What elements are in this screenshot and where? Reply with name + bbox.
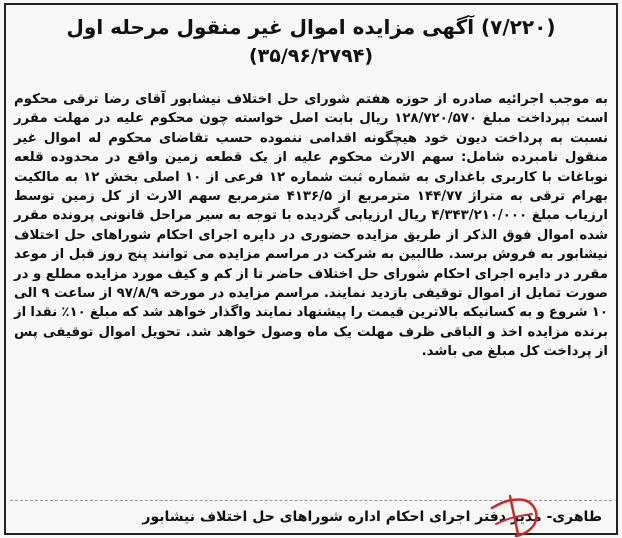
notice-reference-number: (۳۵/۹۶/۲۷۹۴) xyxy=(248,45,374,67)
notice-body: به موجب اجرائیه صادره از حوزه هفتم شورای حل اختلاف نیشابور آقای رضا ترقی محکوم است بپرداخت مبلغ ۱۲۸/۷۲۰/۵۷۰ ریال بابت اصل خواسته چون محکوم علیه در مهلت مقرر نسبت به پرداخت دیون خود هیچگونه اقدامی ننموده حسب تقاضای محکوم له اموال غیر منقول نامبرده شامل: سهم الارث محکوم علیه از یک قطعه زمین واقع در محدوده قلعه نوباغات با کاربری باغداری به شماره ثبت شماره ۱۲ فرعی از ۱۰ اصلی بخش ۱۲ به مالکیت بهرام ترقی به متراژ ۱۴۴/۷۷ مترمربع از ۴۱۳۶/۵ مترمربع سهم الارث از کل زمین توسط ارزیاب مبلغ ۴/۳۴۳/۲۱۰/۰۰۰ ریال ارزیابی گردیده با توجه به سیر مراحل قانونی پرونده مقرر شده اموال فوق الذکر از طریق مزایده حضوری در دایره اجرای احکام شوراهای حل اختلاف نیشابور به فروش برسد. طالبین به شرکت در مراسم مزایده می توانند پنج روز قبل از موعد مقرر در دایره اجرای احکام شورای حل اختلاف حاضر تا از کم و کیف مورد مزایده مطلع و در صورت تمایل از اموال توقیفی بازدید نمایند. مراسم مزایده در مورخه ۹۷/۸/۹ از ساعت ۹ الی ۱۰ شروع و به کسانیکه بالاترین قیمت را پیشنهاد نمایند واگذار خواهد شد که مبلغ ۱۰٪ نقدا از برنده مزایده اخذ و الباقی ظرف مهلت یک ماه وصول خواهد شد. تحویل اموال توقیفی پس از پرداخت کل مبلغ می باشد. xyxy=(14,92,609,360)
notice-signature: طاهری- مدیر دفتر اجرای احکام اداره شوراهای حل اختلاف نیشابور xyxy=(142,509,602,525)
red-pen-mark-icon xyxy=(488,488,548,538)
notice-title: (۷/۲۲۰) آگهی مزایده اموال غیر منقول مرحله اول xyxy=(66,15,556,39)
